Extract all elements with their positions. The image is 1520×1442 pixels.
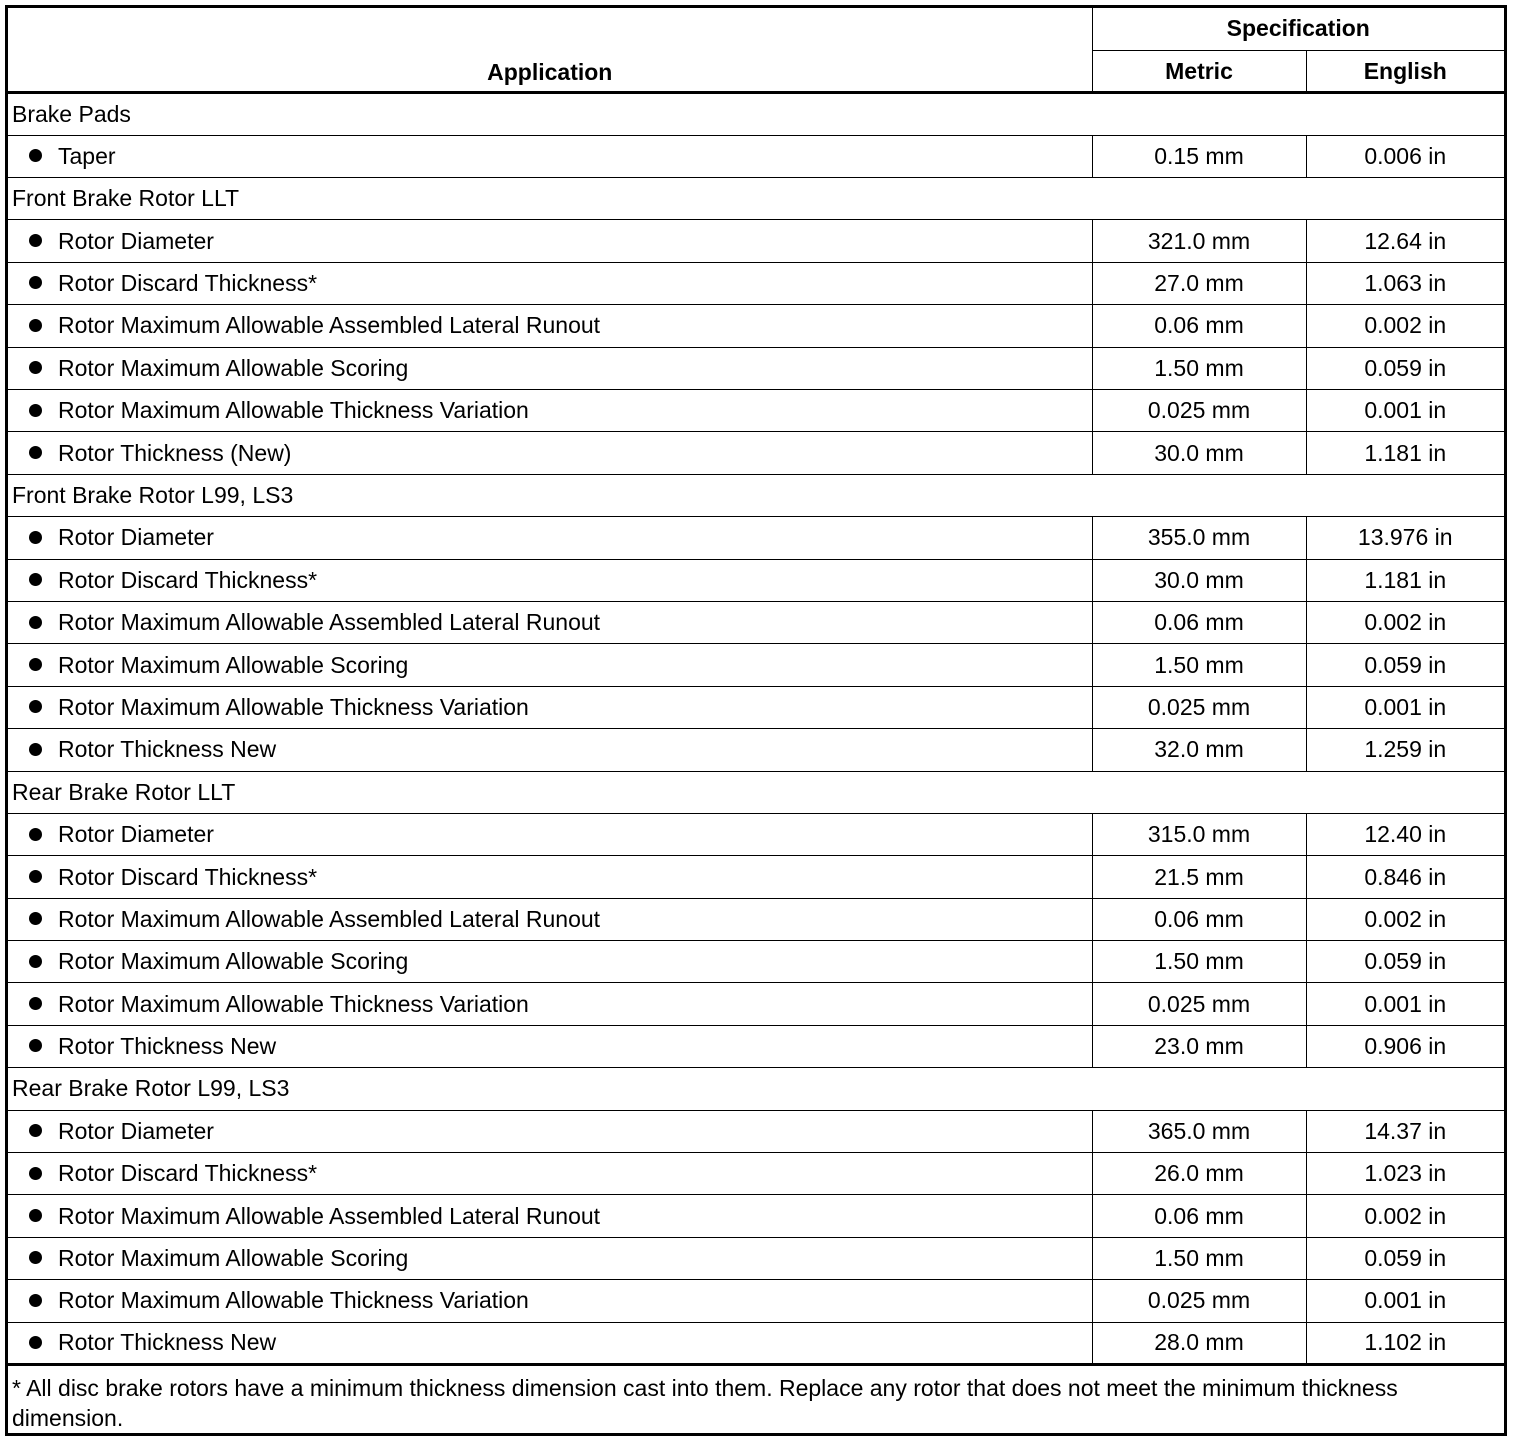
english-value: 0.059 in xyxy=(1306,644,1504,686)
item-label: Rotor Thickness New xyxy=(58,1033,277,1060)
table-row xyxy=(8,262,1504,304)
english-value: 0.002 in xyxy=(1306,601,1504,643)
item-label: Rotor Maximum Allowable Assembled Lateral Runout xyxy=(58,1202,601,1229)
bullet-icon xyxy=(29,234,42,247)
english-value: 0.059 in xyxy=(1306,941,1504,983)
application-cell xyxy=(8,1025,1092,1067)
application-cell xyxy=(8,601,1092,643)
english-value: 1.063 in xyxy=(1306,262,1504,304)
table-row xyxy=(8,1195,1504,1237)
table-row xyxy=(8,1025,1504,1067)
item-label: Rotor Diameter xyxy=(58,821,214,848)
item-label: Rotor Maximum Allowable Thickness Variation xyxy=(58,1287,529,1314)
table-row xyxy=(8,1280,1504,1322)
item-label: Rotor Maximum Allowable Assembled Lateral Runout xyxy=(58,609,601,636)
item-label: Taper xyxy=(58,142,116,169)
english-value: 14.37 in xyxy=(1306,1110,1504,1152)
group-row xyxy=(8,178,1504,220)
group-title: Rear Brake Rotor L99, LS3 xyxy=(8,1068,1504,1110)
metric-value: 21.5 mm xyxy=(1092,856,1306,898)
english-value: 0.006 in xyxy=(1306,135,1504,177)
brake-spec-table xyxy=(8,8,1504,1440)
metric-value: 0.025 mm xyxy=(1092,1280,1306,1322)
english-value: 0.002 in xyxy=(1306,898,1504,940)
bullet-icon xyxy=(29,658,42,671)
bullet-icon xyxy=(29,743,42,756)
metric-value: 321.0 mm xyxy=(1092,220,1306,262)
application-cell xyxy=(8,983,1092,1025)
english-value: 1.023 in xyxy=(1306,1153,1504,1195)
item-label: Rotor Thickness New xyxy=(58,1329,277,1356)
metric-value: 1.50 mm xyxy=(1092,347,1306,389)
bullet-icon xyxy=(29,700,42,713)
spec-sheet xyxy=(5,5,1507,1436)
item-label: Rotor Discard Thickness* xyxy=(58,270,318,297)
item-label: Rotor Maximum Allowable Thickness Variation xyxy=(58,397,529,424)
group-row xyxy=(8,1068,1504,1110)
table-row xyxy=(8,135,1504,177)
table-row xyxy=(8,432,1504,474)
application-cell xyxy=(8,1280,1092,1322)
bullet-icon xyxy=(29,531,42,544)
table-row xyxy=(8,1237,1504,1279)
item-label: Rotor Diameter xyxy=(58,227,214,254)
application-cell xyxy=(8,220,1092,262)
application-cell xyxy=(8,559,1092,601)
bullet-icon xyxy=(29,955,42,968)
item-label: Rotor Discard Thickness* xyxy=(58,566,318,593)
application-cell xyxy=(8,390,1092,432)
english-value: 1.102 in xyxy=(1306,1322,1504,1364)
group-title: Rear Brake Rotor LLT xyxy=(8,771,1504,813)
metric-value: 315.0 mm xyxy=(1092,813,1306,855)
item-label: Rotor Discard Thickness* xyxy=(58,1160,318,1187)
metric-value: 0.06 mm xyxy=(1092,601,1306,643)
group-row xyxy=(8,474,1504,516)
metric-value: 32.0 mm xyxy=(1092,729,1306,771)
metric-value: 26.0 mm xyxy=(1092,1153,1306,1195)
application-cell xyxy=(8,1195,1092,1237)
table-row xyxy=(8,1110,1504,1152)
item-label: Rotor Maximum Allowable Scoring xyxy=(58,1245,409,1272)
english-header: English xyxy=(1306,50,1504,92)
english-value: 1.259 in xyxy=(1306,729,1504,771)
metric-value: 0.025 mm xyxy=(1092,983,1306,1025)
bullet-icon xyxy=(29,870,42,883)
metric-header: Metric xyxy=(1092,50,1306,92)
metric-value: 0.06 mm xyxy=(1092,898,1306,940)
table-row xyxy=(8,983,1504,1025)
item-label: Rotor Maximum Allowable Thickness Variation xyxy=(58,693,529,720)
application-cell xyxy=(8,1237,1092,1279)
item-label: Rotor Maximum Allowable Scoring xyxy=(58,948,409,975)
application-cell xyxy=(8,729,1092,771)
bullet-icon xyxy=(29,361,42,374)
bullet-icon xyxy=(29,446,42,459)
english-value: 0.846 in xyxy=(1306,856,1504,898)
application-cell xyxy=(8,135,1092,177)
item-label: Rotor Diameter xyxy=(58,1117,214,1144)
bullet-icon xyxy=(29,1167,42,1180)
table-row xyxy=(8,729,1504,771)
bullet-icon xyxy=(29,912,42,925)
bullet-icon xyxy=(29,1336,42,1349)
metric-value: 23.0 mm xyxy=(1092,1025,1306,1067)
application-cell xyxy=(8,813,1092,855)
metric-value: 365.0 mm xyxy=(1092,1110,1306,1152)
metric-value: 0.06 mm xyxy=(1092,1195,1306,1237)
footnote-row xyxy=(8,1365,1504,1440)
english-value: 0.001 in xyxy=(1306,686,1504,728)
application-cell xyxy=(8,856,1092,898)
group-title: Brake Pads xyxy=(8,93,1504,135)
bullet-icon xyxy=(29,1124,42,1137)
english-value: 0.059 in xyxy=(1306,347,1504,389)
application-cell xyxy=(8,517,1092,559)
bullet-icon xyxy=(29,997,42,1010)
specification-header: Specification xyxy=(1092,8,1504,50)
table-row xyxy=(8,941,1504,983)
bullet-icon xyxy=(29,1294,42,1307)
english-value: 0.059 in xyxy=(1306,1237,1504,1279)
metric-value: 0.15 mm xyxy=(1092,135,1306,177)
english-value: 12.64 in xyxy=(1306,220,1504,262)
group-title: Front Brake Rotor L99, LS3 xyxy=(8,474,1504,516)
bullet-icon xyxy=(29,404,42,417)
bullet-icon xyxy=(29,319,42,332)
item-label: Rotor Diameter xyxy=(58,524,214,551)
table-row xyxy=(8,644,1504,686)
item-label: Rotor Maximum Allowable Assembled Lateral Runout xyxy=(58,312,601,339)
metric-value: 0.025 mm xyxy=(1092,390,1306,432)
table-row xyxy=(8,517,1504,559)
metric-value: 30.0 mm xyxy=(1092,432,1306,474)
group-title: Front Brake Rotor LLT xyxy=(8,178,1504,220)
application-cell xyxy=(8,1153,1092,1195)
table-row xyxy=(8,856,1504,898)
english-value: 0.002 in xyxy=(1306,1195,1504,1237)
table-row xyxy=(8,1153,1504,1195)
english-value: 1.181 in xyxy=(1306,432,1504,474)
application-cell xyxy=(8,262,1092,304)
metric-value: 0.06 mm xyxy=(1092,305,1306,347)
group-row xyxy=(8,771,1504,813)
item-label: Rotor Maximum Allowable Scoring xyxy=(58,354,409,381)
bullet-icon xyxy=(29,276,42,289)
bullet-icon xyxy=(29,149,42,162)
bullet-icon xyxy=(29,1209,42,1222)
application-cell xyxy=(8,1322,1092,1364)
item-label: Rotor Maximum Allowable Assembled Lateral Runout xyxy=(58,905,601,932)
footnote: * All disc brake rotors have a minimum thickness dimension cast into them. Replace any rotor that does not meet the minimum thickness dimension. xyxy=(12,1375,1398,1431)
metric-value: 0.025 mm xyxy=(1092,686,1306,728)
table-row xyxy=(8,305,1504,347)
application-cell xyxy=(8,941,1092,983)
spec-body xyxy=(8,93,1504,1365)
metric-value: 1.50 mm xyxy=(1092,941,1306,983)
metric-value: 1.50 mm xyxy=(1092,644,1306,686)
english-value: 0.906 in xyxy=(1306,1025,1504,1067)
header-row-1 xyxy=(8,8,1504,50)
metric-value: 28.0 mm xyxy=(1092,1322,1306,1364)
metric-value: 355.0 mm xyxy=(1092,517,1306,559)
item-label: Rotor Discard Thickness* xyxy=(58,863,318,890)
table-row xyxy=(8,898,1504,940)
item-label: Rotor Thickness New xyxy=(58,736,277,763)
bullet-icon xyxy=(29,1251,42,1264)
application-cell xyxy=(8,644,1092,686)
english-value: 0.001 in xyxy=(1306,983,1504,1025)
english-value: 1.181 in xyxy=(1306,559,1504,601)
item-label: Rotor Thickness (New) xyxy=(58,439,292,466)
table-row xyxy=(8,559,1504,601)
table-row xyxy=(8,220,1504,262)
bullet-icon xyxy=(29,616,42,629)
table-row xyxy=(8,1322,1504,1364)
metric-value: 30.0 mm xyxy=(1092,559,1306,601)
application-cell xyxy=(8,898,1092,940)
metric-value: 1.50 mm xyxy=(1092,1237,1306,1279)
table-row xyxy=(8,601,1504,643)
item-label: Rotor Maximum Allowable Thickness Variation xyxy=(58,990,529,1017)
table-row xyxy=(8,347,1504,389)
application-cell xyxy=(8,432,1092,474)
group-row xyxy=(8,93,1504,135)
english-value: 13.976 in xyxy=(1306,517,1504,559)
table-row xyxy=(8,390,1504,432)
bullet-icon xyxy=(29,1039,42,1052)
table-row xyxy=(8,686,1504,728)
metric-value: 27.0 mm xyxy=(1092,262,1306,304)
english-value: 0.001 in xyxy=(1306,1280,1504,1322)
english-value: 0.001 in xyxy=(1306,390,1504,432)
bullet-icon xyxy=(29,828,42,841)
application-cell xyxy=(8,305,1092,347)
item-label: Rotor Maximum Allowable Scoring xyxy=(58,651,409,678)
english-value: 12.40 in xyxy=(1306,813,1504,855)
bullet-icon xyxy=(29,573,42,586)
application-cell xyxy=(8,1110,1092,1152)
table-row xyxy=(8,813,1504,855)
application-header: Application xyxy=(8,8,1092,93)
application-cell xyxy=(8,347,1092,389)
english-value: 0.002 in xyxy=(1306,305,1504,347)
application-cell xyxy=(8,686,1092,728)
